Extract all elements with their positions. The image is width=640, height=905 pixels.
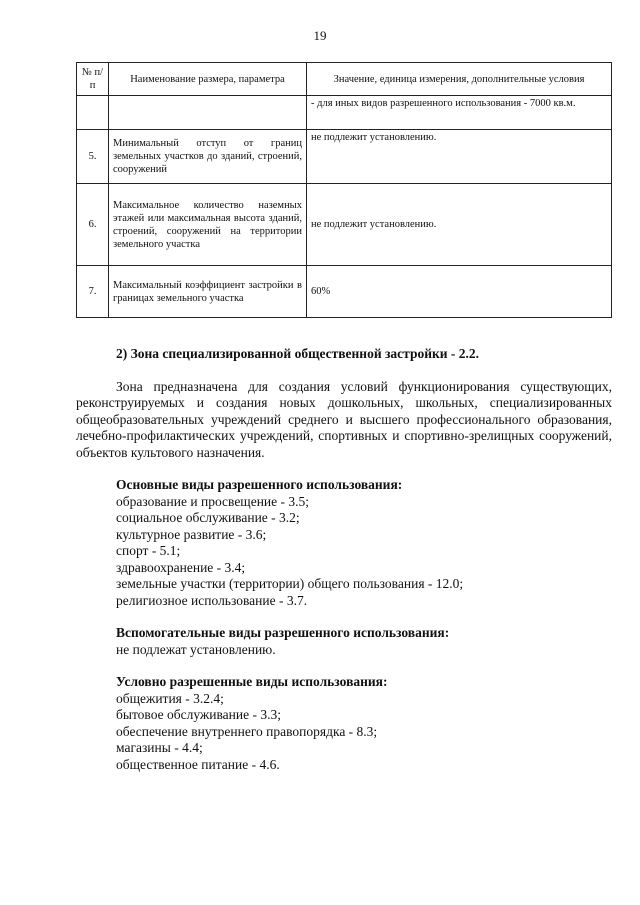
list-item: образование и просвещение - 3.5; (116, 493, 310, 509)
list-item: обеспечение внутреннего правопорядка - 8.3; (116, 723, 378, 739)
conditional-uses-heading: Условно разрешенные виды использования: (116, 674, 388, 689)
header-num: № п/п (77, 63, 109, 96)
zone-title: 2) Зона специализированной общественной застройки - 2.2. (116, 346, 480, 361)
row-value: 60% (307, 266, 612, 318)
row-name: Минимальный отступ от границ земельных участков до зданий, строений, сооружений (109, 130, 307, 184)
page-number: 19 (313, 28, 327, 43)
row-num: 5. (77, 130, 109, 184)
list-item: бытовое обслуживание - 3.3; (116, 707, 281, 722)
row-name: Максимальный коэффициент застройки в границах земельного участка (109, 266, 307, 318)
zone-description: Зона предназначена для создания условий функционирования существующих, реконструируемых и создания новых дошкольных, школьных, специализированных общеобразовательных учреждений среднего и высшего профессионального образования, лечебно-профилактических учреждений, спортивных и спортивно-зрелищных сооружений, объектов культового назначения. (76, 378, 612, 460)
table-header-row (77, 63, 612, 96)
list-item: не подлежат установлению. (116, 641, 276, 657)
conditional-uses-section (76, 674, 612, 773)
row-num (77, 96, 109, 130)
header-value: Значение, единица измерения, дополнительные условия (307, 63, 612, 96)
row-num: 7. (77, 266, 109, 318)
list-item: спорт - 5.1; (116, 543, 181, 558)
row-value: не подлежит установлению. (307, 184, 612, 266)
row-name (109, 96, 307, 130)
row-num: 6. (77, 184, 109, 266)
list-item: социальное обслуживание - 3.2; (116, 510, 300, 525)
row-value: не подлежит установлению. (307, 130, 612, 184)
list-item: культурное развитие - 3.6; (116, 526, 267, 542)
list-item: земельные участки (территории) общего пользования - 12.0; (116, 576, 464, 591)
auxiliary-uses-heading: Вспомогательные виды разрешенного использования: (116, 625, 450, 640)
main-uses-heading: Основные виды разрешенного использования: (116, 477, 403, 492)
table-row (77, 266, 612, 318)
header-name: Наименование размера, параметра (109, 63, 307, 96)
table-row (77, 184, 612, 266)
auxiliary-uses-section (76, 625, 612, 658)
main-uses-section (76, 477, 612, 609)
list-item: общежития - 3.2.4; (116, 690, 224, 706)
parameters-table (76, 62, 612, 318)
list-item: здравоохранение - 3.4; (116, 559, 246, 575)
table-row (77, 96, 612, 130)
list-item: магазины - 4.4; (116, 740, 203, 755)
row-value: - для иных видов разрешенного использования - 7000 кв.м. (307, 96, 612, 130)
list-item: религиозное использование - 3.7. (116, 592, 308, 608)
list-item: общественное питание - 4.6. (116, 756, 280, 772)
table-row (77, 130, 612, 184)
document-body (76, 346, 612, 789)
row-name: Максимальное количество наземных этажей или максимальная высота зданий, строений, сооружений на территории земельного участка (109, 184, 307, 266)
